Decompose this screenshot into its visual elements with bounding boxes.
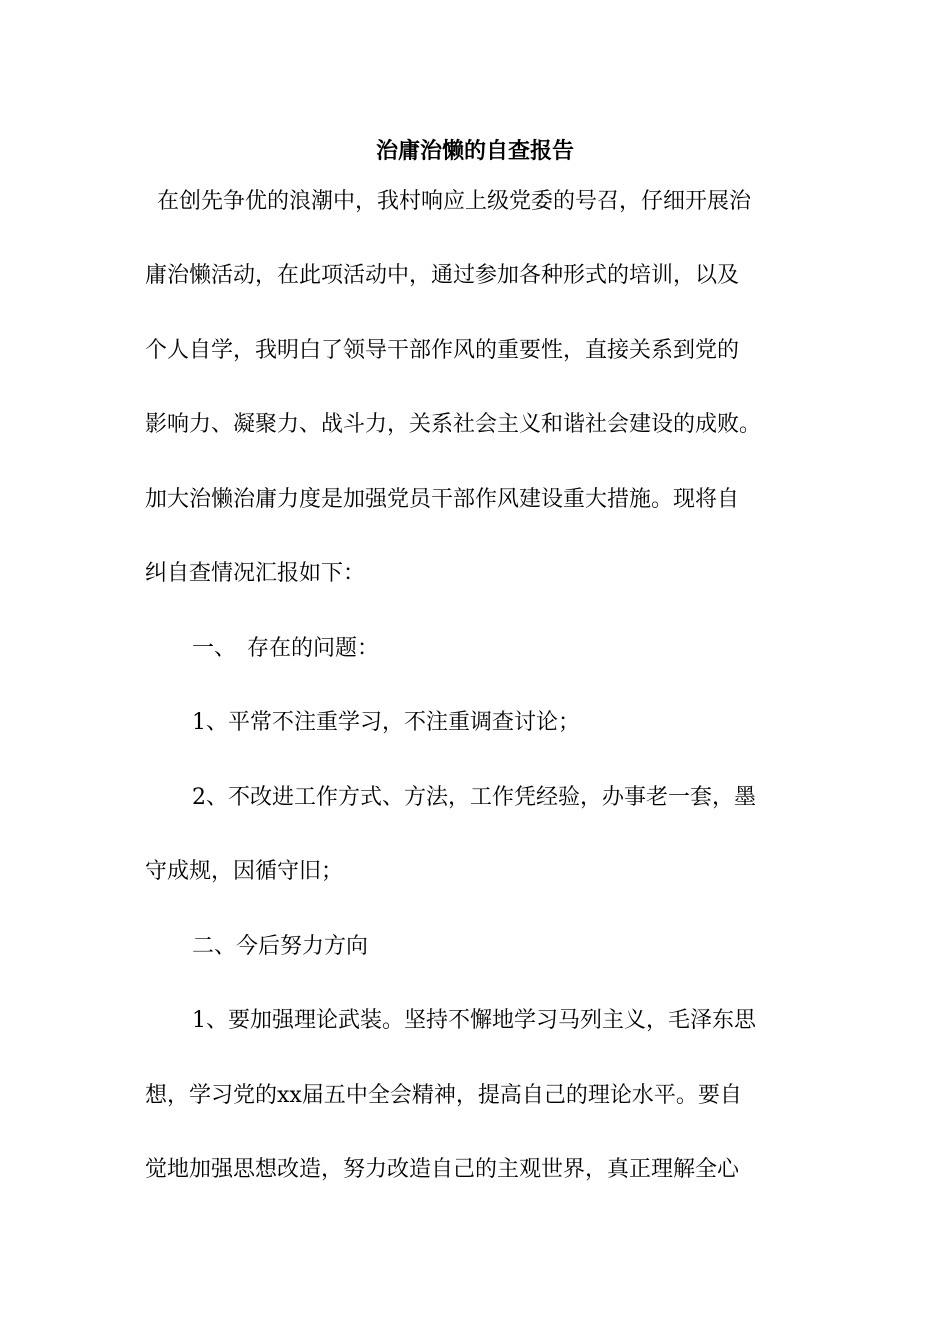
paragraph-line: 觉地加强思想改造，努力改造自己的主观世界，真正理解全心 xyxy=(145,1157,740,1182)
list-item: 1、平常不注重学习，不注重调查讨论； xyxy=(192,710,580,735)
list-item: 1、要加强理论武装。坚持不懈地学习马列主义，毛泽东思 xyxy=(192,1008,756,1033)
paragraph-line: 在创先争优的浪潮中，我村响应上级党委的号召，仔细开展治 xyxy=(157,189,752,214)
paragraph-line: 守成规，因循守旧； xyxy=(145,859,344,884)
paragraph-line: 影响力、凝聚力、战斗力，关系社会主义和谐社会建设的成败。 xyxy=(145,412,762,437)
paragraph-line: 庸治懒活动，在此项活动中，通过参加各种形式的培训，以及 xyxy=(145,263,740,288)
list-item: 2、不改进工作方式、方法，工作凭经验，办事老一套，墨 xyxy=(192,785,756,810)
paragraph-line: 个人自学，我明白了领导干部作风的重要性，直接关系到党的 xyxy=(145,338,740,363)
paragraph-line: 纠自查情况汇报如下： xyxy=(145,561,366,586)
paragraph-line: 想，学习党的xx届五中全会精神，提高自己的理论水平。要自 xyxy=(145,1083,742,1108)
document-title: 治庸治懒的自查报告 xyxy=(375,139,574,164)
section-heading: 二、今后努力方向 xyxy=(192,934,369,959)
section-heading: 一、 存在的问题： xyxy=(192,636,380,661)
paragraph-line: 加大治懒治庸力度是加强党员干部作风建设重大措施。现将自 xyxy=(145,487,740,512)
